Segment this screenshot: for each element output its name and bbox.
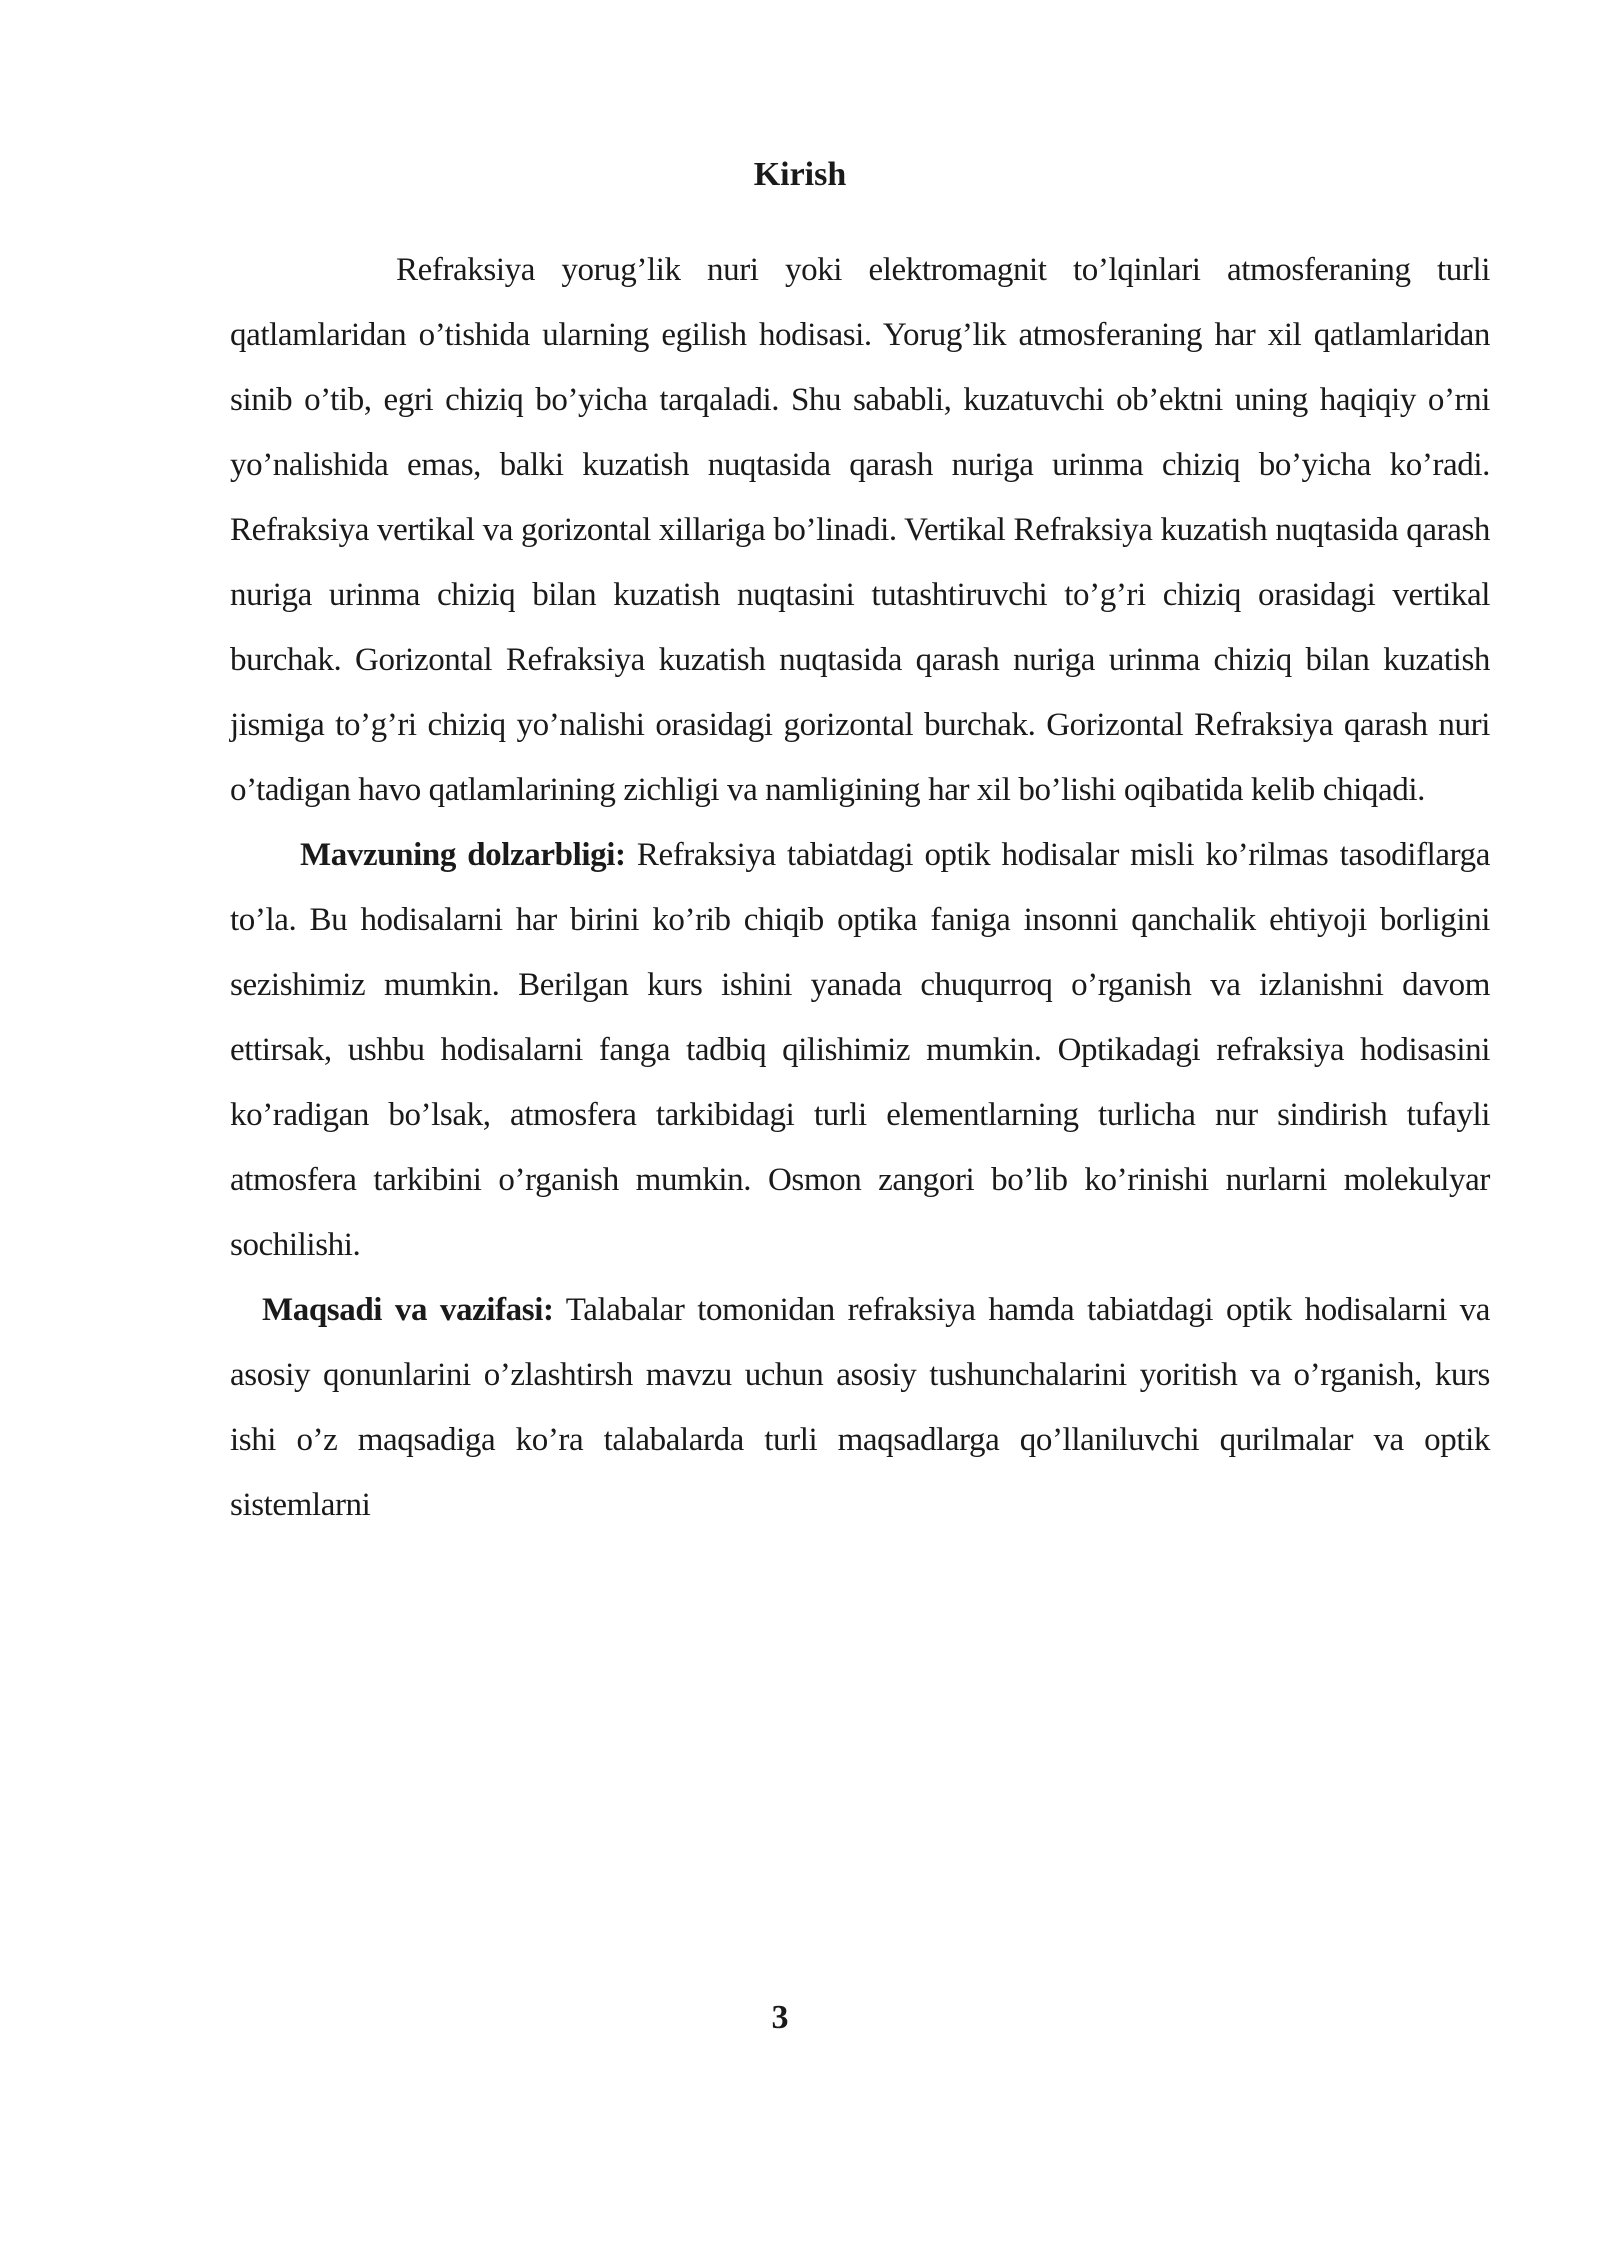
paragraph-relevance-text: Refraksiya tabiatdagi optik hodisalar misli ko’rilmas tasodiflarga to’la. Bu hodisalarni har birini ko’rib chiqib optika faniga insonni qanchalik ehtiyoji borligini sezishimiz mumkin. Berilgan kurs ishini yanada chuqurroq o’rganish va izlanishni davom ettirsak, ushbu hodisalarni fanga tadbiq qilishimiz mumkin. Optikadagi refraksiya hodisasini ko’radigan bo’lsak, atmosfera tarkibidagi turli elementlarning turlicha nur sindirish tufayli atmosfera tarkibini o’rganish mumkin. Osmon zangori bo’lib ko’rinishi nurlarni molekulyar sochilishi. — [230, 837, 1490, 1263]
paragraph-goals — [230, 1278, 1490, 1538]
goals-heading: Maqsadi va vazifasi: — [262, 1292, 554, 1328]
paragraph-relevance — [230, 823, 1490, 1278]
section-title: Kirish — [753, 156, 847, 193]
paragraph-intro — [230, 238, 1490, 823]
paragraph-goals-text: Talabalar tomonidan refraksiya hamda tabiatdagi optik hodisalarni va asosiy qonunlarini o’zlashtirsh mavzu uchun asosiy tushunchalarini yoritish va o’rganish, kurs ishi o’z maqsadiga ko’ra talabalarda turli maqsadlarga qo’llaniluvchi qurilmalar va optik sistemlarni — [230, 1292, 1491, 1523]
relevance-heading: Mavzuning dolzarbligi: — [300, 837, 626, 873]
paragraph-intro-text: Refraksiya yorug’lik nuri yoki elektromagnit to’lqinlari atmosferaning turli qatlamlaridan o’tishida ularning egilish hodisasi. Yorug’lik atmosferaning har xil qatlamlaridan sinib o’tib, egri chiziq bo’yicha tarqaladi. Shu sababli, kuzatuvchi ob’ektni uning haqiqiy o’rni yo’nalishida emas, balki kuzatish nuqtasida qarash nuriga urinma chiziq bo’yicha ko’radi. Refraksiya vertikal va gorizontal xillariga bo’linadi. Vertikal Refraksiya kuzatish nuqtasida qarash nuriga urinma chiziq bilan kuzatish nuqtasini tutashtiruvchi to’g’ri chiziq orasidagi vertikal burchak. Gorizontal Refraksiya kuzatish nuqtasida qarash nuriga urinma chiziq bilan kuzatish jismiga to’g’ri chiziq yo’nalishi orasidagi gorizontal burchak. Gorizontal Refraksiya qarash nuri o’tadigan havo qatlamlarining zichligi va namligining har xil bo’lishi oqibatida kelib chiqadi. — [230, 252, 1490, 808]
page-number: 3 — [771, 1999, 789, 2036]
document-body — [230, 238, 1490, 1538]
